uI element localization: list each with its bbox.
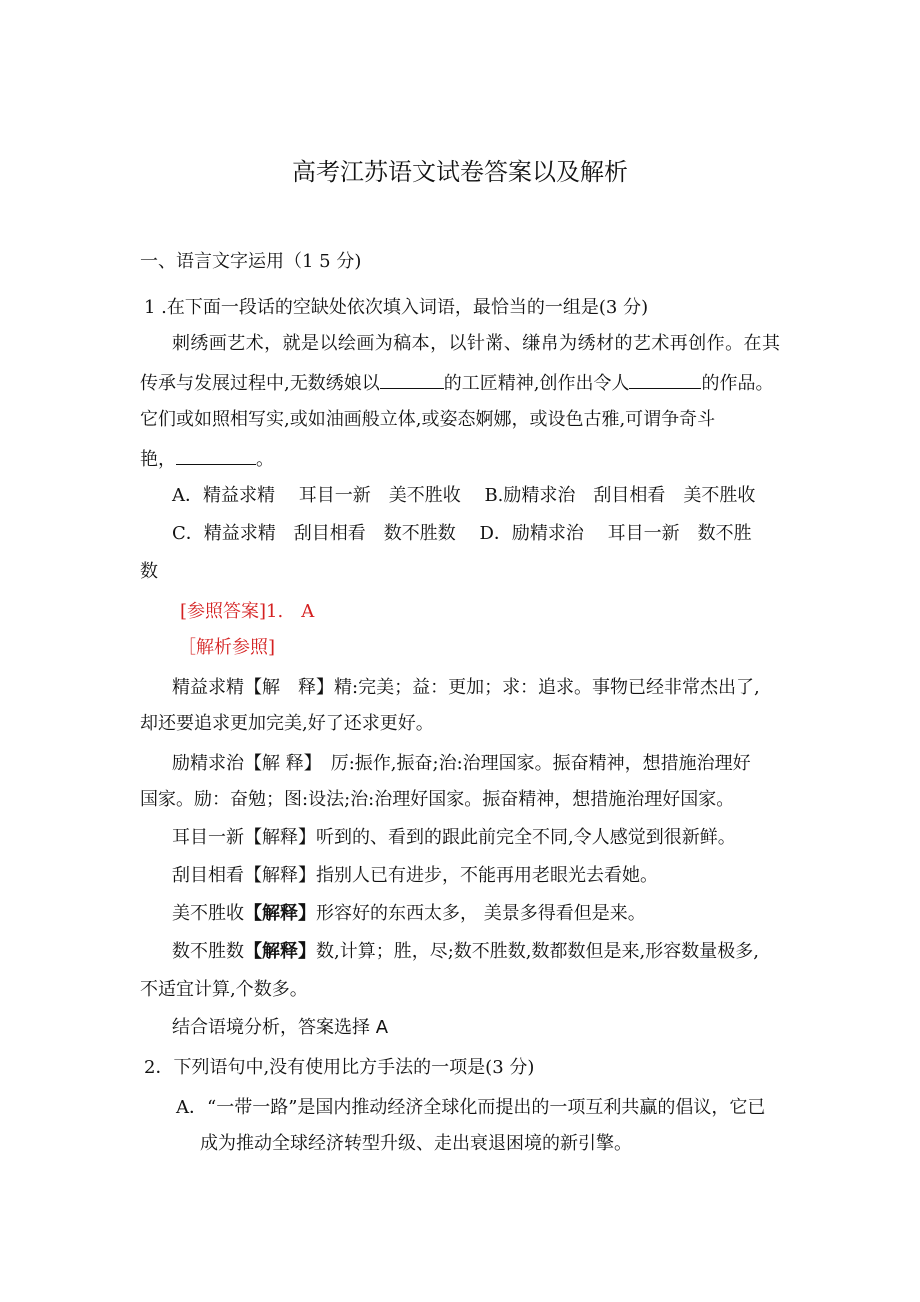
explanation-6-line-1 [172,940,759,964]
q1-options-a-b: A．精益求精 耳目一新 美不胜收 B.励精求治 刮目相看 美不胜收 [172,485,756,506]
q1-passage-line-3: 它们或如照相写实,或如油画般立体,或姿态婀娜，或设色古雅,可谓争奇斗 [140,409,716,430]
q1-passage-line-4-a: 艳， [140,449,176,470]
explanation-1-line-2: 却还要追求更加完美,好了还求更好。 [140,713,434,734]
question-1-stem: 1 .在下面一段话的空缺处依次填入词语，最恰当的一组是(3 分) [144,297,649,318]
q2-option-a-line-1: A．“一带一路”是国内推动经济全球化而提出的一项互利共赢的倡议，它已 [176,1097,766,1118]
section-heading: 一、语言文字运用（1 5 分) [140,251,362,272]
answer-blank-1 [380,370,444,389]
explanation-6-line-2: 不适宜计算,个数多。 [140,979,308,1000]
explanation-4: 刮目相看【解释】指别人已有进步，不能再用老眼光去看她。 [172,865,658,886]
explanation-5-term: 美不胜收 [172,903,244,924]
q1-passage-line-4-b: 。 [256,449,274,470]
q1-passage-line-2-b: 的工匠精神,创作出令人 [443,373,630,394]
question-2-stem: 2．下列语句中,没有使用比方手法的一项是(3 分) [144,1057,535,1078]
q1-passage-line-2-a: 传承与发展过程中,无数绣娘以 [140,373,380,394]
explanation-6-text: 数,计算；胜，尽;数不胜数,数都数但是来,形容数量极多, [316,941,759,962]
conclusion-text: 结合语境分析，答案选择 [172,1017,376,1038]
answer-blank-2 [629,370,701,389]
answer-blank-3 [176,446,256,465]
conclusion-answer: A [375,1017,389,1038]
explanation-5-label: 【解释】 [244,903,316,924]
reference-answer: [参照答案]1. A [180,601,315,622]
q1-options-c-d-wrap: 数 [140,561,158,582]
explanation-5 [172,902,646,926]
conclusion [172,1016,388,1040]
explanation-3: 耳目一新【解释】听到的、看到的跟此前完全不同,令人感觉到很新鲜。 [172,827,736,848]
q1-passage-line-4 [140,446,274,472]
explanation-6-label: 【解释】 [244,941,316,962]
page-title: 高考江苏语文试卷答案以及解析 [292,158,628,186]
q1-options-c-d: C．精益求精 刮目相看 数不胜数 D．励精求治 耳目一新 数不胜 [172,523,752,544]
explanation-5-text: 形容好的东西太多， 美景多得看但是来。 [316,903,646,924]
explanation-2-line-1: 励精求治【解 释】 厉:振作,振奋;治:治理国家。振奋精神，想措施治理好 [172,753,751,774]
explanation-6-term: 数不胜数 [172,941,244,962]
q1-passage-line-2-c: 的作品。 [701,373,774,394]
explanation-1-line-1: 精益求精【解 释】精:完美；益：更加；求：追求。事物已经非常杰出了, [172,677,760,698]
q1-passage-line-2 [140,370,773,396]
q2-option-a-line-2: 成为推动全球经济转型升级、走出衰退困境的新引擎。 [200,1133,632,1154]
q1-passage-line-1: 刺绣画艺术，就是以绘画为稿本，以针黹、缣帛为绣材的艺术再创作。在其 [172,333,780,354]
analysis-heading: ［解析参照] [178,637,276,658]
explanation-2-line-2: 国家。励：奋勉；图:设法;治:治理好国家。振奋精神，想措施治理好国家。 [140,789,735,810]
